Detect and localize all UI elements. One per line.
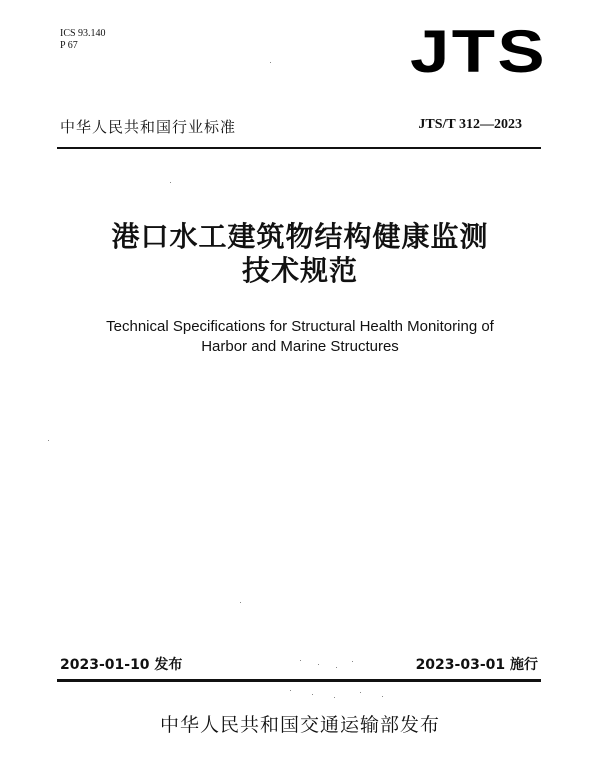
ics-number: ICS 93.140 xyxy=(60,28,106,39)
chinese-title-line-1: 港口水工建筑物结构健康监测 xyxy=(111,220,489,253)
scan-speck xyxy=(318,664,319,665)
publisher: 中华人民共和国交通运输部发布 xyxy=(159,714,440,736)
top-divider xyxy=(57,147,541,149)
scan-speck xyxy=(336,667,337,668)
classification-code: P 67 xyxy=(60,40,78,51)
scan-speck xyxy=(48,440,49,441)
standard-code: JTS/T 312—2023 xyxy=(418,117,522,132)
chinese-title-line-2: 技术规范 xyxy=(241,254,358,287)
scan-speck xyxy=(360,692,361,693)
scan-speck xyxy=(300,660,301,661)
scan-speck xyxy=(290,690,291,691)
jts-logo: JTS xyxy=(410,18,547,85)
ics-code-block xyxy=(60,28,106,52)
standard-type: 中华人民共和国行业标准 xyxy=(60,118,237,136)
bottom-divider xyxy=(57,679,541,682)
scan-speck xyxy=(352,661,353,662)
scan-speck xyxy=(312,694,313,695)
scan-speck xyxy=(240,602,241,603)
scan-speck xyxy=(334,697,335,698)
scan-speck xyxy=(382,696,383,697)
english-title-line-2: Harbor and Marine Structures xyxy=(201,338,399,355)
english-title-line-1: Technical Specifications for Structural Health Monitoring of xyxy=(106,318,494,335)
issue-date: 2023-01-10 发布 xyxy=(60,657,183,673)
effective-date: 2023-03-01 施行 xyxy=(415,657,538,673)
scan-speck xyxy=(170,182,171,183)
scan-speck xyxy=(270,62,271,63)
